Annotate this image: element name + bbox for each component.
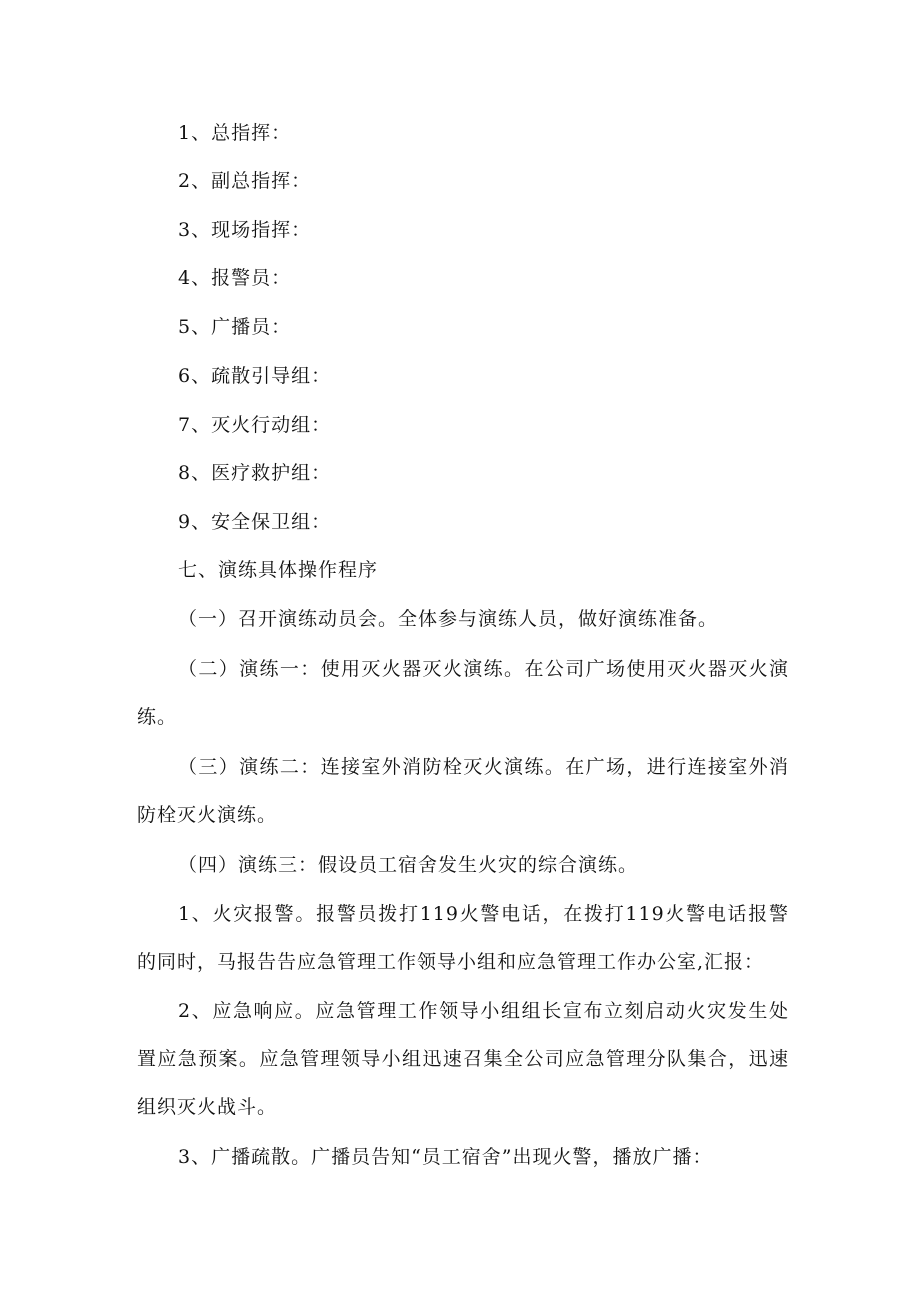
procedure-fire-alarm: 1、火灾报警。报警员拨打119火警电话，在拨打119火警电话报警的同时，马报告告应急管理工作领导小组和应急管理工作办公室,汇报：: [137, 903, 789, 973]
step-3: （三）演练二：连接室外消防栓灭火演练。在广场，进行连接室外消防栓灭火演练。: [137, 756, 789, 826]
role-security-group: 9、安全保卫组：: [178, 511, 332, 533]
role-site-commander: 3、现场指挥：: [178, 219, 312, 241]
role-medical-group: 8、医疗救护组：: [178, 462, 332, 484]
role-evacuation-group: 6、疏散引导组：: [178, 365, 332, 387]
role-firefighting-group: 7、灭火行动组：: [178, 414, 332, 436]
step-4: （四）演练三：假设员工宿舍发生火灾的综合演练。: [178, 854, 639, 876]
step-2: （二）演练一：使用灭火器灭火演练。在公司广场使用灭火器灭火演练。: [137, 658, 789, 728]
step-1: （一）召开演练动员会。全体参与演练人员，做好演练准备。: [178, 608, 719, 630]
section-heading: 七、演练具体操作程序: [178, 559, 379, 581]
role-deputy-commander: 2、副总指挥：: [178, 170, 312, 192]
role-commander: 1、总指挥：: [178, 122, 292, 144]
role-broadcaster: 5、广播员：: [178, 316, 292, 338]
procedure-broadcast-evacuation: 3、广播疏散。广播员告知“员工宿舍”出现火警，播放广播：: [178, 1146, 713, 1168]
role-alarm-officer: 4、报警员：: [178, 267, 292, 289]
procedure-emergency-response: 2、应急响应。应急管理工作领导小组组长宣布立刻启动火灾发生处置应急预案。应急管理领导小组迅速召集全公司应急管理分队集合，迅速组织灭火战斗。: [137, 1000, 789, 1118]
